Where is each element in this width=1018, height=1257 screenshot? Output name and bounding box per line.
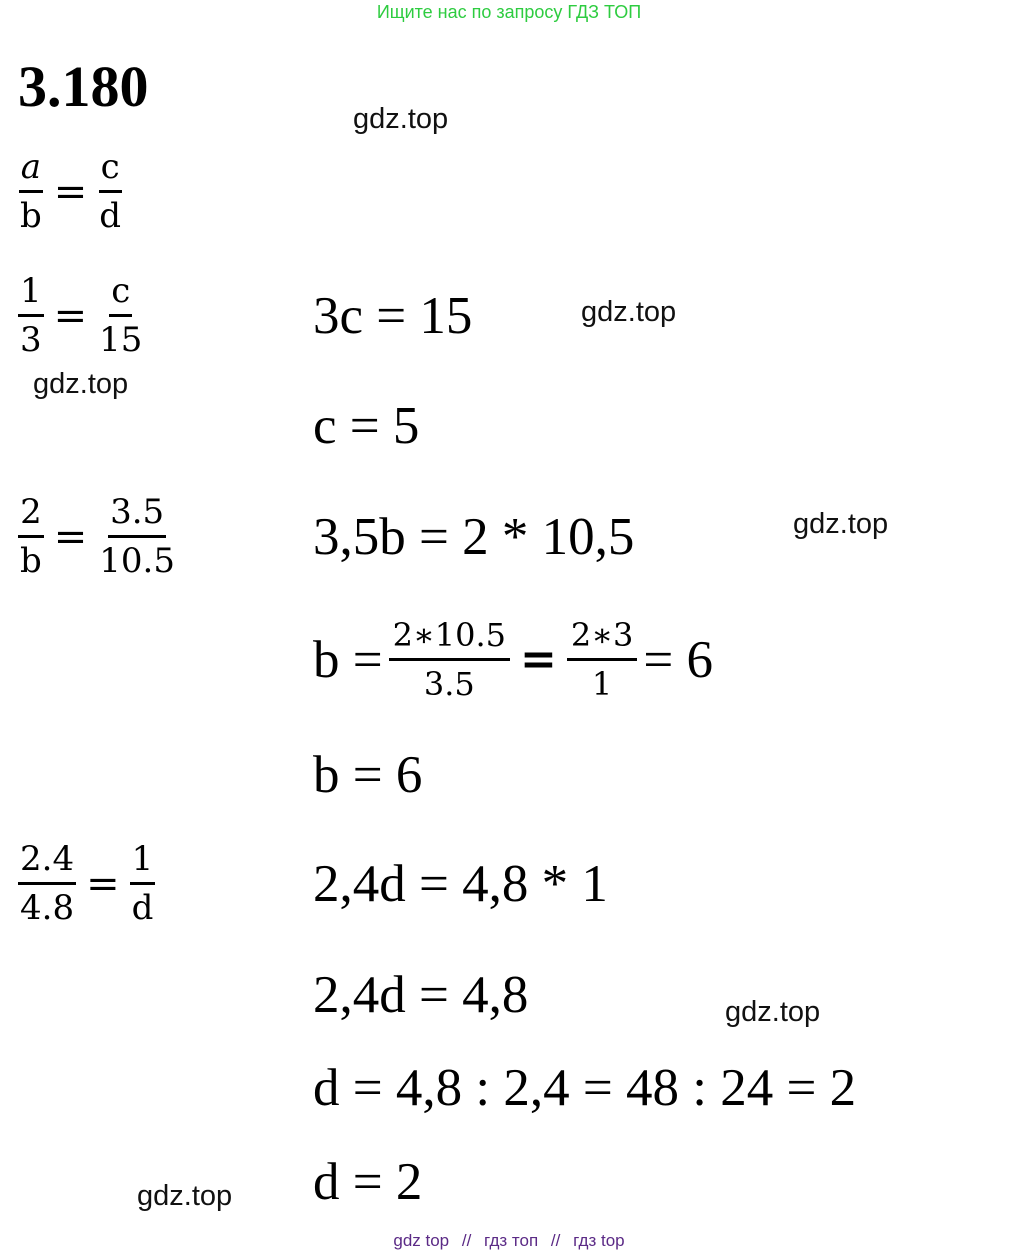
denominator: 1 [591, 665, 613, 703]
footer-separator: // [461, 1231, 472, 1250]
solution-line: d = 4,8 : 2,4 = 48 : 24 = 2 [313, 1059, 857, 1117]
numerator: 1 [130, 840, 156, 885]
equals-sign: = [53, 168, 88, 215]
expression: b = [313, 630, 383, 689]
equals-sign: = [520, 633, 557, 685]
footer-separator: // [550, 1231, 561, 1250]
denominator: d [99, 196, 122, 236]
denominator: b [20, 196, 42, 236]
numerator: c [109, 272, 132, 317]
numerator: 2 [18, 493, 44, 538]
problem-number: 3.180 [18, 54, 149, 119]
solution-line: b = 6 [313, 746, 423, 804]
expression: = 6 [643, 630, 713, 689]
top-banner: Ищите нас по запросу ГДЗ ТОП [376, 2, 642, 22]
proportion-general [18, 148, 123, 235]
fraction [567, 618, 637, 701]
proportion-2 [18, 493, 177, 580]
watermark: gdz.top [33, 368, 129, 400]
denominator: 15 [99, 320, 143, 360]
footer-link-gdz-top-ru[interactable]: гдз топ [484, 1231, 539, 1250]
footer [0, 1231, 1018, 1251]
solution-line: d = 2 [313, 1153, 423, 1211]
denominator: 3.5 [423, 665, 475, 703]
solution-line: 2,4d = 4,8 [313, 966, 529, 1024]
numerator: 2.4 [18, 840, 76, 885]
solution-line: c = 5 [313, 397, 420, 455]
proportion-1 [18, 272, 144, 359]
numerator: 2∗10.5 [389, 618, 510, 661]
fraction [389, 618, 510, 701]
footer-link-gdz-top[interactable]: gdz top [393, 1231, 450, 1250]
watermark: gdz.top [793, 508, 889, 540]
denominator: 4.8 [20, 888, 75, 928]
watermark: gdz.top [725, 996, 821, 1028]
footer-link-gdz-top-mixed[interactable]: гдз top [573, 1231, 625, 1250]
solution-line: 2,4d = 4,8 * 1 [313, 855, 608, 913]
watermark: gdz.top [581, 296, 677, 328]
denominator: 10.5 [99, 541, 175, 581]
solution-line: 3c = 15 [313, 287, 473, 345]
denominator: b [20, 541, 42, 581]
numerator: 3.5 [108, 493, 166, 538]
equals-sign: = [86, 860, 120, 907]
proportion-3 [18, 840, 155, 927]
equals-sign: = [53, 513, 88, 560]
denominator: d [131, 888, 154, 928]
numerator: a [19, 148, 43, 193]
numerator: 1 [18, 272, 44, 317]
numerator: 2∗3 [567, 618, 637, 661]
watermark: gdz.top [353, 103, 449, 135]
solution-line: 3,5b = 2 * 10,5 [313, 508, 635, 566]
equals-sign: = [53, 292, 88, 339]
watermark: gdz.top [137, 1180, 233, 1212]
denominator: 3 [20, 320, 42, 360]
numerator: c [99, 148, 122, 193]
solution-line-fraction [313, 618, 713, 701]
